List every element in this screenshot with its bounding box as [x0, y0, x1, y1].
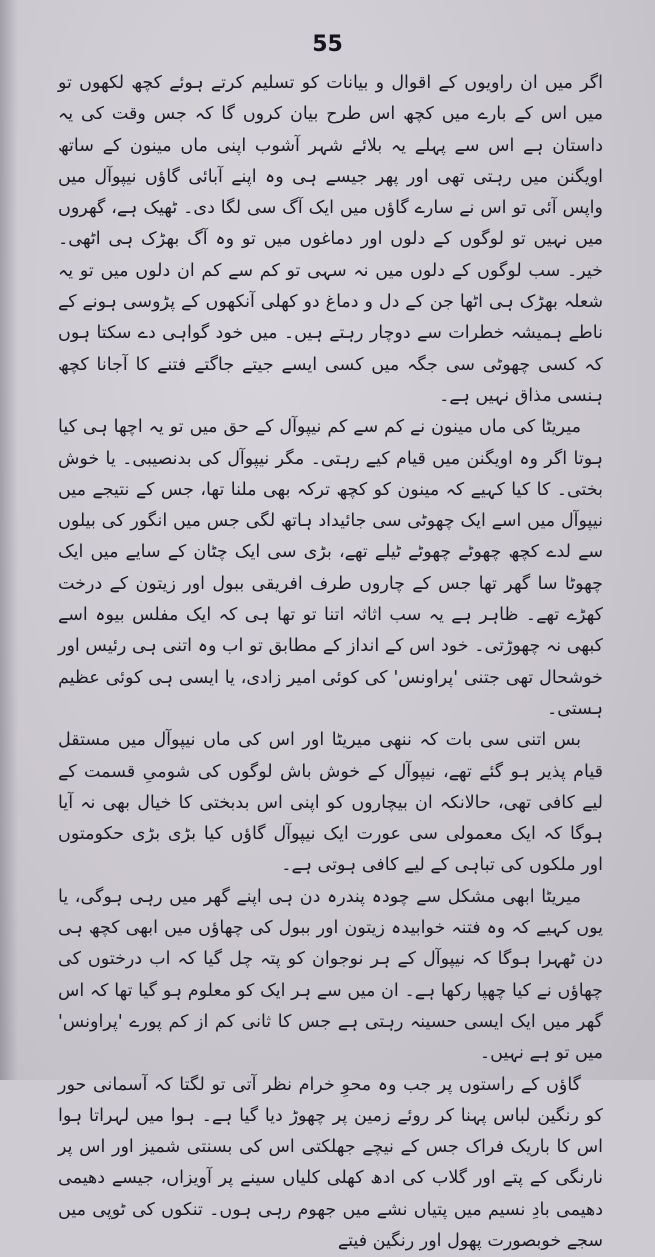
paragraph-3: بس اتنی سی بات کہ ننھی میریٹا اور اس کی ماں نیپوآل میں مستقل قیام پذیر ہو گئے تھے، نیپوآل کے خوش باش لوگوں کی شومیِ قسمت کے لیے کافی تھی، حالانکہ ان بیچاروں کو اپنی اس بدبختی کا خیال بھی نہ آیا ہوگا کہ ایک معمولی سی عورت ایک نیپوآل گاؤں کیا بڑی بڑی حکومتوں اور ملکوں کی تباہی کے لیے کافی ہوتی ہے۔	[58, 725, 603, 881]
paragraph-1: اگر میں ان راویوں کے اقوال و بیانات کو تسلیم کرتے ہوئے کچھ لکھوں تو میں اس کے بارے میں کچھ اس طرح بیان کروں گا کہ جس وقت کی یہ داستان ہے اس سے پہلے یہ بلائے شہر آشوب اپنی ماں مینون کے ساتھ اویگنن میں رہتی تھی اور پھر جیسے ہی وہ اپنے آبائی گاؤں نیپوآل میں واپس آئی تو اس نے سارے گاؤں میں ایک آگ سی لگا دی۔ ٹھیک ہے، گھروں میں نہیں تو لوگوں کے دلوں اور دماغوں میں تو وہ آگ بھڑک ہی اٹھی۔ خیر۔ سب لوگوں کے دلوں میں نہ سہی تو کم سے کم ان دلوں میں تو یہ شعلہ بھڑک ہی اٹھا جن کے دل و دماغ دو کھلی آنکھوں کے پڑوسی ہونے کے ناطے ہمیشہ خطرات سے دوچار رہتے ہیں۔ میں خود گواہی دے سکتا ہوں کہ کسی چھوٹی سی جگہ میں کسی ایسے جیتے جاگتے فتنے کا آجانا کچھ ہنسی مذاق نہیں ہے۔	[58, 68, 603, 412]
paragraph-5: گاؤں کے راستوں پر جب وہ محوِ خرام نظر آتی تو لگتا کہ آسمانی حور کو رنگین لباس پہنا کر روئے زمین پر چھوڑ دیا گیا ہے۔ ہوا میں لہراتا ہوا اس کا باریک فراک جس کے نیچے جھلکتی اس کی بسنتی شمیز اور اس پر نارنگی کے پتے اور گلاب کی ادھ کھلی کلیاں سینے پر آویزاں، جیسے دھیمی دھیمی بادِ نسیم میں پتیاں نشے میں جھوم رہی ہوں۔ تنکوں کی ٹوپی میں سجے خوبصورت پھول اور رنگین فیتے	[58, 1070, 603, 1257]
paragraph-4: میریٹا ابھی مشکل سے چودہ پندرہ دن ہی اپنے گھر میں رہی ہوگی، یا یوں کہیے کہ وہ فتنہ خوابیدہ زیتون اور ببول کی چھاؤں میں ابھی کچھ ہی دن ٹھہرا ہوگا کہ نیپوآل کے ہر نوجوان کو پتہ چل گیا کہ اب درختوں کی چھاؤں نے کیا چھپا رکھا ہے۔ ان میں سے ہر ایک کو معلوم ہو گیا تھا کہ اس گھر میں ایک ایسی حسینہ رہتی ہے جس کا ثانی کم از کم پورے 'پراونس' میں تو ہے نہیں۔	[58, 882, 603, 1070]
body-text	[58, 68, 603, 1257]
page-number: 55	[0, 32, 655, 57]
page-binding-shadow	[0, 0, 18, 1080]
paragraph-2: میریٹا کی ماں مینون نے کم سے کم نیپوآل کے حق میں تو یہ اچھا ہی کیا ہوتا اگر وہ اویگنن میں قیام کیے رہتی۔ مگر نیپوآل کی بدنصیبی۔ یا خوش بختی۔ کا کیا کہیے کہ مینون کو کچھ ترکہ بھی ملنا تھا، جس کے نتیجے میں نیپوآل میں اسے ایک چھوٹی سی جائیداد ہاتھ لگی جس میں انگور کی بیلوں سے لدے کچھ چھوٹے چھوٹے ٹیلے تھے، بڑی سی ایک چٹان کے سایے میں ایک چھوٹا سا گھر تھا جس کے چاروں طرف افریقی ببول اور زیتون کے درخت کھڑے تھے۔ ظاہر ہے یہ سب اثاثہ اتنا تو تھا ہی کہ ایک مفلس بیوہ اسے کبھی نہ چھوڑتی۔ خود اس کے انداز کے مطابق تو اب وہ اتنی ہی رئیس اور خوشحال تھی جتنی 'پراونس' کی کوئی امیر زادی، یا ایسی ہی کوئی عظیم ہستی۔	[58, 412, 603, 725]
